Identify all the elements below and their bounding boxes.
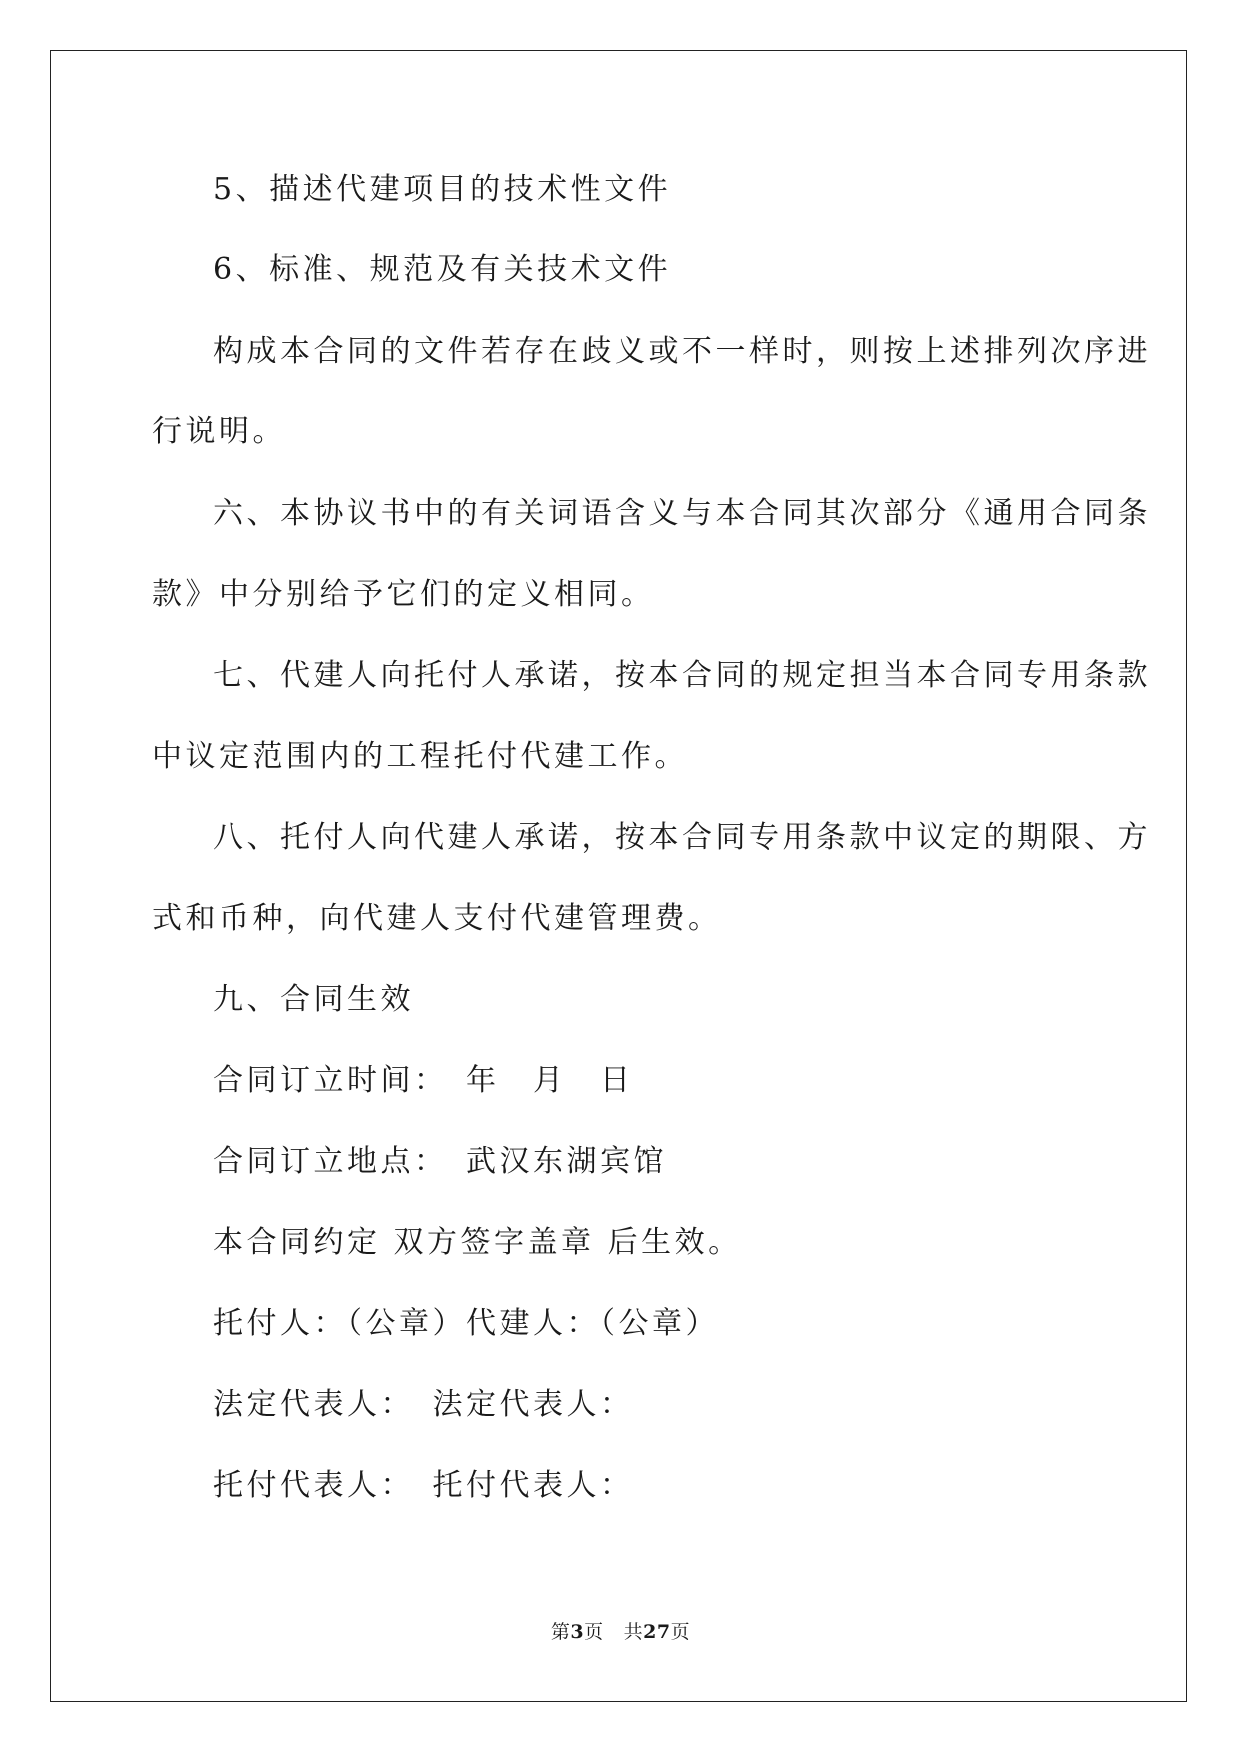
paragraph-line: 6、标准、规范及有关技术文件 <box>213 252 672 287</box>
signature-line: 托付人：（公章）代建人：（公章） <box>213 1306 719 1341</box>
page-border <box>50 50 1187 1702</box>
section-heading: 九、合同生效 <box>213 982 414 1017</box>
paragraph-line: 构成本合同的文件若存在歧义或不一样时，则按上述排列次序进 <box>213 334 1151 369</box>
signature-line: 法定代表人： 法定代表人： <box>213 1387 634 1422</box>
footer-total-prefix: 共 <box>623 1621 644 1643</box>
signature-line: 托付代表人： 托付代表人： <box>213 1468 634 1503</box>
footer-total-suffix: 页 <box>670 1621 691 1643</box>
signing-date-line: 合同订立时间： 年 月 日 <box>213 1063 634 1098</box>
current-page-number: 3 <box>570 1621 585 1643</box>
total-pages-number: 27 <box>643 1621 671 1643</box>
signing-place-line: 合同订立地点： 武汉东湖宾馆 <box>213 1144 667 1179</box>
paragraph-line: 5、描述代建项目的技术性文件 <box>213 172 672 207</box>
footer-prefix: 第 <box>550 1621 571 1643</box>
page-number-footer <box>0 1620 1241 1644</box>
paragraph-line: 七、代建人向托付人承诺，按本合同的规定担当本合同专用条款 <box>213 658 1151 693</box>
paragraph-line: 六、本协议书中的有关词语含义与本合同其次部分《通用合同条 <box>213 496 1151 531</box>
paragraph-line: 款》中分别给予它们的定义相同。 <box>152 577 655 612</box>
paragraph-line: 本合同约定 双方签字盖章 后生效。 <box>213 1225 742 1260</box>
paragraph-line: 八、托付人向代建人承诺，按本合同专用条款中议定的期限、方 <box>213 820 1151 855</box>
paragraph-line: 式和币种，向代建人支付代建管理费。 <box>152 901 722 936</box>
paragraph-line: 行说明。 <box>152 414 286 449</box>
paragraph-line: 中议定范围内的工程托付代建工作。 <box>152 739 688 774</box>
footer-page-suffix: 页 <box>584 1621 604 1643</box>
